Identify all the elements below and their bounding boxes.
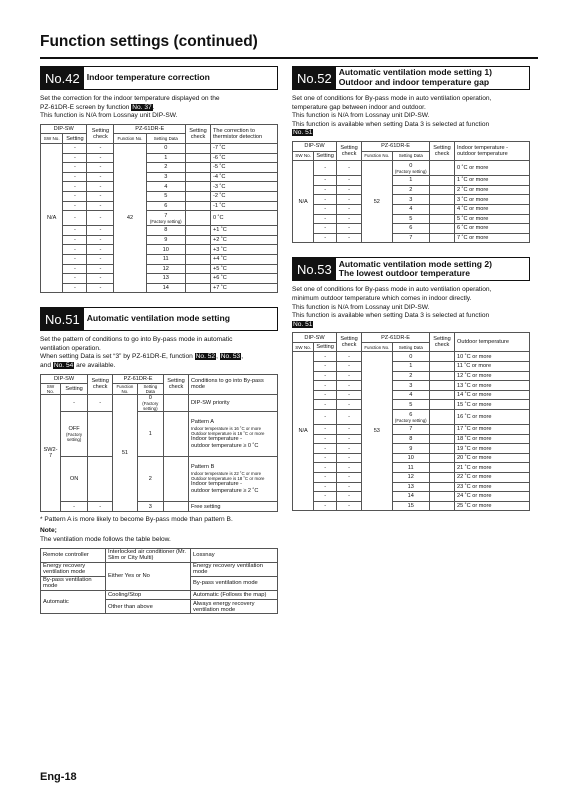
desc-line: Set one of conditions for By-pass mode in auto ventilation operation, [292,95,492,102]
table-row: - - 12 +5 ˚C [41,264,278,274]
table-row: - - 5 -2 ˚C [41,191,278,201]
desc-line [292,129,530,138]
col-header: Function No. [362,342,392,352]
table-row: - - 11 +4 ˚C [41,254,278,264]
col-header: Setting Data [392,342,429,352]
col-header: Setting check [430,141,455,160]
table-row: - - 13 23 ˚C or more [293,482,530,492]
col-header: Function No. [362,151,392,161]
function-ref: No. 51 [293,320,313,328]
desc-line: When setting Data is set “3” by PZ-61DR-E, function No. 52, No. 53, [40,353,244,361]
table-row: - - 11 21 ˚C or more [293,463,530,473]
table-row: - - 3 Free setting [41,502,278,512]
table-row: - - 2 2 ˚C or more [293,185,530,195]
table-row: - - 7 17 ˚C or more [293,425,530,435]
col-header: SW No. [293,342,314,352]
col-header: DIP-SW [41,124,87,134]
table-row: - - 6 -1 ˚C [41,201,278,211]
table-row: SW2-7 - - 51 0 (Factory setting) DIP-SW priority [41,395,278,412]
section-number: No.51 [41,308,84,330]
table-row: - - 5 5 ˚C or more [293,214,530,224]
col-header: Setting check [164,374,189,395]
col-header: Function No. [114,134,146,144]
left-column [40,66,278,614]
desc-line: This function is N/A from Lossnay unit DIP-SW. [292,112,430,120]
col-header: Conditions to go into By-pass mode [189,374,278,395]
table-row: - - 9 19 ˚C or more [293,444,530,454]
col-header: PZ-61DR-E [362,141,430,151]
table-row: - - 14 24 ˚C or more [293,492,530,502]
table-row: - - 4 -3 ˚C [41,182,278,192]
table-52 [292,141,530,243]
section-title: Automatic ventilation mode setting 1) Outdoor and indoor temperature gap [338,67,492,87]
desc-line: PZ-61DR-E screen by function No. 37. [40,103,155,111]
col-header: The correction to thermistor detection [211,124,278,143]
table-row: - - 1 11 ˚C or more [293,362,530,372]
section-53-header [292,257,530,281]
table-row: - - 2 -5 ˚C [41,163,278,173]
desc-line: Set the correction for the indoor temperature displayed on the [40,95,220,102]
function-ref: No. 52 [195,353,216,361]
table-row: - - 4 4 ˚C or more [293,204,530,214]
table-row: - - 9 +2 ˚C [41,235,278,245]
section-53-description [292,286,530,329]
table-row: - - 5 15 ˚C or more [293,400,530,410]
section-42-header [40,66,278,90]
col-header: Setting check [337,141,362,160]
col-header: Setting Data [392,151,429,161]
col-header: Setting Data [146,134,185,144]
col-header: DIP-SW [293,141,337,151]
table-row: - - 10 +3 ˚C [41,245,278,255]
table-row: OFF (Factory setting) 1 Pattern A Indoor temperature is 16 ˚C or more Outdoor temperature is 16 ˚C or more Indoor temperature - outdoor temperature ≥ 0 ˚C [41,412,278,457]
col-header: Setting check [88,374,113,395]
section-number: No.53 [293,258,336,280]
footnote: * Pattern A is more likely to become By-pass mode than pattern B. [40,515,233,523]
section-number: No.52 [293,67,336,89]
col-header: Function No. [113,384,138,395]
table-row: ON 2 Pattern B Indoor temperature is 22 ˚C or more Outdoor temperature is 18 ˚C or more Indoor temperature - outdoor temperature ≥ 2 ˚C [41,457,278,502]
desc-line: Set one of conditions for By-pass mode in auto ventilation operation, [292,286,492,294]
col-header: DIP-SW [41,374,88,384]
desc-line [292,321,530,330]
desc-line: Set the pattern of conditions to go into By-pass mode in automatic [40,336,233,344]
desc-line: temperature gap between indoor and outdoor. [292,103,426,111]
table-row: N/A - - 52 0 (Factory setting) 0 ˚C or more [293,161,530,176]
function-ref: No. 53 [220,353,241,361]
col-header: SW No. [293,151,314,161]
table-row: - - 7 (Factory setting) 0 ˚C [41,211,278,226]
table-row: - - 4 14 ˚C or more [293,390,530,400]
section-title: Indoor temperature correction [86,72,210,83]
desc-line: This function is N/A from Lossnay unit DIP-SW. [40,112,178,120]
col-header: SW No. [41,384,61,395]
col-header: SW No. [41,134,63,144]
col-header: Setting Data [137,384,163,395]
table-row: - - 7 7 ˚C or more [293,233,530,243]
desc-line: This function is available when setting Data 3 is selected at function [292,312,490,320]
col-header: Setting check [87,124,114,143]
desc-line: This function is available when setting Data 3 is selected at function [292,120,490,128]
table-row: - - 3 3 ˚C or more [293,195,530,205]
desc-line: ventilation operation. [40,344,101,352]
col-header: Setting [63,134,87,144]
col-header: PZ-61DR-E [362,333,430,343]
section-title: Automatic ventilation mode setting [86,313,230,324]
page-title: Function settings (continued) [40,33,258,50]
col-header: PZ-61DR-E [113,374,164,384]
col-header: Setting check [337,333,362,352]
table-row: N/A - - 42 0 -7 ˚C [41,143,278,153]
table-42 [40,124,278,294]
section-51-description [40,336,278,370]
col-header: Setting [314,342,337,352]
col-header: Indoor temperature - outdoor temperature [455,141,530,160]
table-row: - - 2 12 ˚C or more [293,371,530,381]
col-header: PZ-61DR-E [114,124,186,134]
table-51 [40,374,278,512]
page-number: Eng-18 [40,771,77,783]
table-row: - - 15 25 ˚C or more [293,501,530,511]
section-number: No.42 [41,67,84,89]
function-ref: No. 51 [293,129,313,137]
function-ref: No. 54 [53,362,74,370]
table-row: - - 13 +6 ˚C [41,274,278,284]
table-row: - - 1 1 ˚C or more [293,176,530,186]
desc-line: minimum outdoor temperature which comes in indoor directly. [292,294,472,302]
table-row: - - 12 22 ˚C or more [293,473,530,483]
title-rule [40,57,538,59]
section-52-header [292,66,530,90]
table-row: - - 6 (Factory setting) 16 ˚C or more [293,410,530,425]
note-text: The ventilation mode follows the table below. [40,536,171,544]
table-row: - - 1 -6 ˚C [41,153,278,163]
table-row: - - 8 18 ˚C or more [293,434,530,444]
function-ref: No. 37 [132,103,152,111]
ventilation-mode-table: Remote controller Interlocked air conditioner (Mr. Slim or City Multi) Lossnay Energy recovery ventilation mode Either Yes or No Energy recovery ventilation mode By-pass ventilation mode By-pass ventilation mode Automatic Cooling/Stop Automatic (Follows the map) Other than above Always energy recovery ventilation mode [40,548,278,615]
table-53 [292,332,530,511]
col-header: Outdoor temperature [455,333,530,352]
table-row: - - 6 6 ˚C or more [293,224,530,234]
section-51-header [40,307,278,331]
table-row: - - 8 +1 ˚C [41,226,278,236]
table-row: - - 3 -4 ˚C [41,172,278,182]
col-header: Setting check [186,124,211,143]
table-row: - - 3 13 ˚C or more [293,381,530,391]
table-row: - - 14 +7 ˚C [41,283,278,293]
section-52-description [292,95,530,138]
col-header: DIP-SW [293,333,337,343]
col-header: Setting [61,384,88,395]
note-heading: Note; [40,527,57,535]
desc-line: and No. 54 are available. [40,362,116,370]
section-title: Automatic ventilation mode setting 2) The lowest outdoor temperature [338,258,492,279]
right-column [292,66,530,511]
col-header: Setting check [430,333,455,352]
table-row: N/A - - 53 0 10 ˚C or more [293,352,530,362]
col-header: Setting [314,151,337,161]
section-42-description [40,95,278,121]
desc-line: This function is N/A from Lossnay unit DIP-SW. [292,303,430,311]
table-row: - - 10 20 ˚C or more [293,453,530,463]
